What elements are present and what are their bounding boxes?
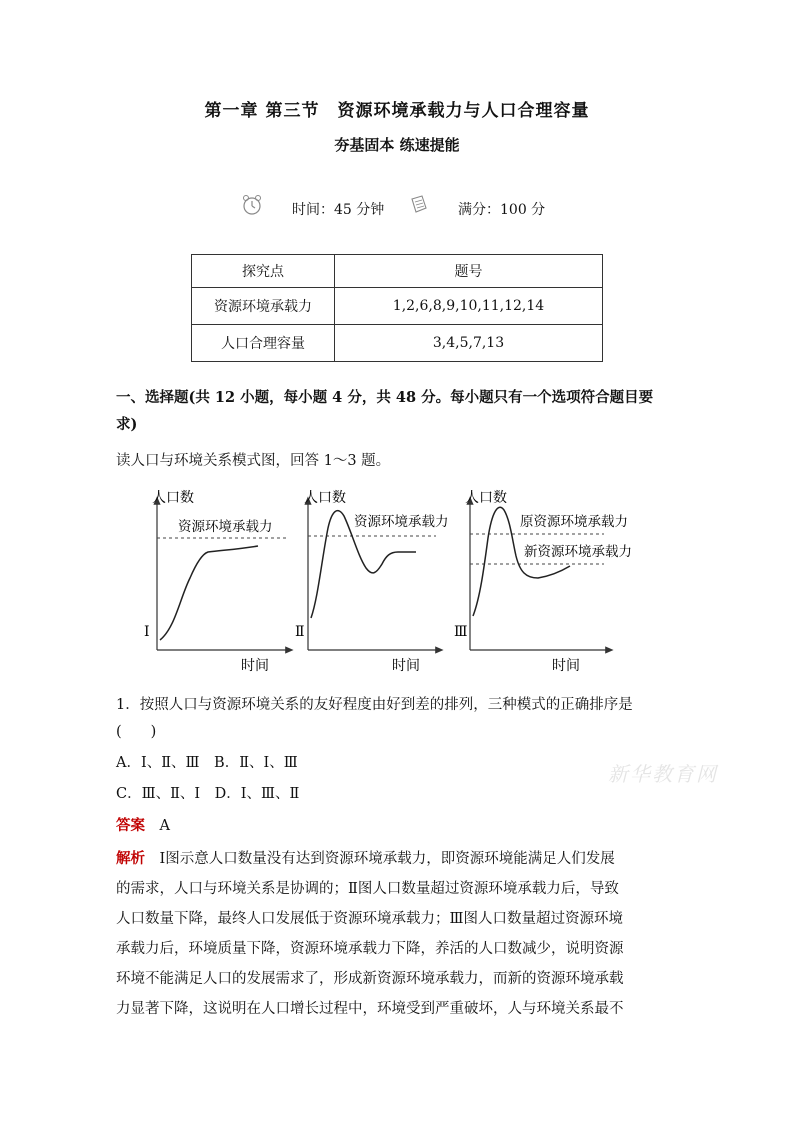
- exam-meta: [240, 193, 600, 223]
- panel-numeral: Ⅲ: [454, 624, 468, 640]
- capacity-label: 新资源环境承载力: [524, 544, 632, 560]
- x-axis-label: 时间: [241, 658, 269, 674]
- section-heading: 一、选择题(共 12 小题，每小题 4 分，共 48 分。每小题只有一个选项符合题目要 求): [116, 389, 654, 433]
- analysis-line: 的需求，人口与环境关系是协调的；Ⅱ图人口数量超过资源环境承载力后，导致: [116, 881, 619, 897]
- analysis: [116, 844, 686, 1024]
- table-cell: 资源环境承载力: [192, 288, 335, 325]
- y-axis-label: 人口数: [152, 490, 194, 506]
- analysis-line: 力显著下降，这说明在人口增长过程中，环境受到严重破坏，人与环境关系最不: [116, 1001, 624, 1017]
- analysis-line: Ⅰ图示意人口数量没有达到资源环境承载力，即资源环境能满足人们发展: [159, 851, 615, 867]
- x-axis-label: 时间: [392, 658, 420, 674]
- analysis-line: 人口数量下降，最终人口发展低于资源环境承载力；Ⅲ图人口数量超过资源环境: [116, 911, 623, 927]
- options-row: A．Ⅰ、Ⅱ、Ⅲ B．Ⅱ、Ⅰ、Ⅲ: [116, 755, 298, 771]
- paper-icon: [408, 193, 430, 215]
- alarm-clock-icon: [240, 193, 264, 217]
- analysis-line: 承载力后，环境质量下降，资源环境承载力下降，养活的人口数减少，说明资源: [116, 941, 624, 957]
- topic-table: [191, 254, 603, 362]
- question-stem-blank: ( ): [116, 724, 157, 740]
- analysis-line: 环境不能满足人口的发展需求了，形成新资源环境承载力，而新的资源环境承载: [116, 971, 624, 987]
- section-intro: 读人口与环境关系模式图，回答 1～3 题。: [116, 453, 391, 469]
- answer-line: [116, 812, 686, 840]
- analysis-label: 解析: [116, 850, 145, 867]
- full-score: 满分：100 分: [458, 202, 546, 218]
- table-cell: 1,2,6,8,9,10,11,12,14: [335, 288, 603, 325]
- y-axis-label: 人口数: [304, 490, 346, 506]
- answer-label: 答案: [116, 817, 145, 834]
- figure-panel-1: [144, 489, 290, 674]
- time-limit: 时间：45 分钟: [292, 202, 385, 218]
- page-subtitle: 夯基固本 练速提能: [334, 136, 460, 154]
- table-cell: 3,4,5,7,13: [335, 325, 603, 362]
- figure-panel-3: [454, 489, 632, 674]
- table-header-cell: 题号: [335, 255, 603, 288]
- question-stem: 1．按照人口与资源环境关系的友好程度由好到差的排列，三种模式的正确排序是: [116, 697, 633, 713]
- panel-numeral: Ⅰ: [144, 624, 150, 640]
- options-row: C．Ⅲ、Ⅱ、Ⅰ D．Ⅰ、Ⅲ、Ⅱ: [116, 786, 300, 802]
- table-row: [192, 325, 603, 362]
- capacity-label: 资源环境承载力: [178, 519, 273, 535]
- table-cell: 人口合理容量: [192, 325, 335, 362]
- capacity-label: 资源环境承载力: [354, 514, 449, 530]
- watermark: 新华教育网: [608, 762, 718, 786]
- x-axis-label: 时间: [552, 658, 580, 674]
- page-title: 第一章 第三节 资源环境承载力与人口合理容量: [204, 101, 590, 121]
- figure-panel-2: [295, 489, 449, 674]
- table-header-cell: 探究点: [192, 255, 335, 288]
- answer-value: A: [159, 818, 170, 834]
- question-1: [116, 692, 686, 1024]
- y-axis-label: 人口数: [465, 490, 507, 506]
- capacity-label: 原资源环境承载力: [520, 514, 628, 530]
- population-environment-figure: [140, 488, 670, 678]
- population-curve: [160, 546, 258, 640]
- table-header-row: [192, 255, 603, 288]
- panel-numeral: Ⅱ: [295, 624, 305, 640]
- table-row: [192, 288, 603, 325]
